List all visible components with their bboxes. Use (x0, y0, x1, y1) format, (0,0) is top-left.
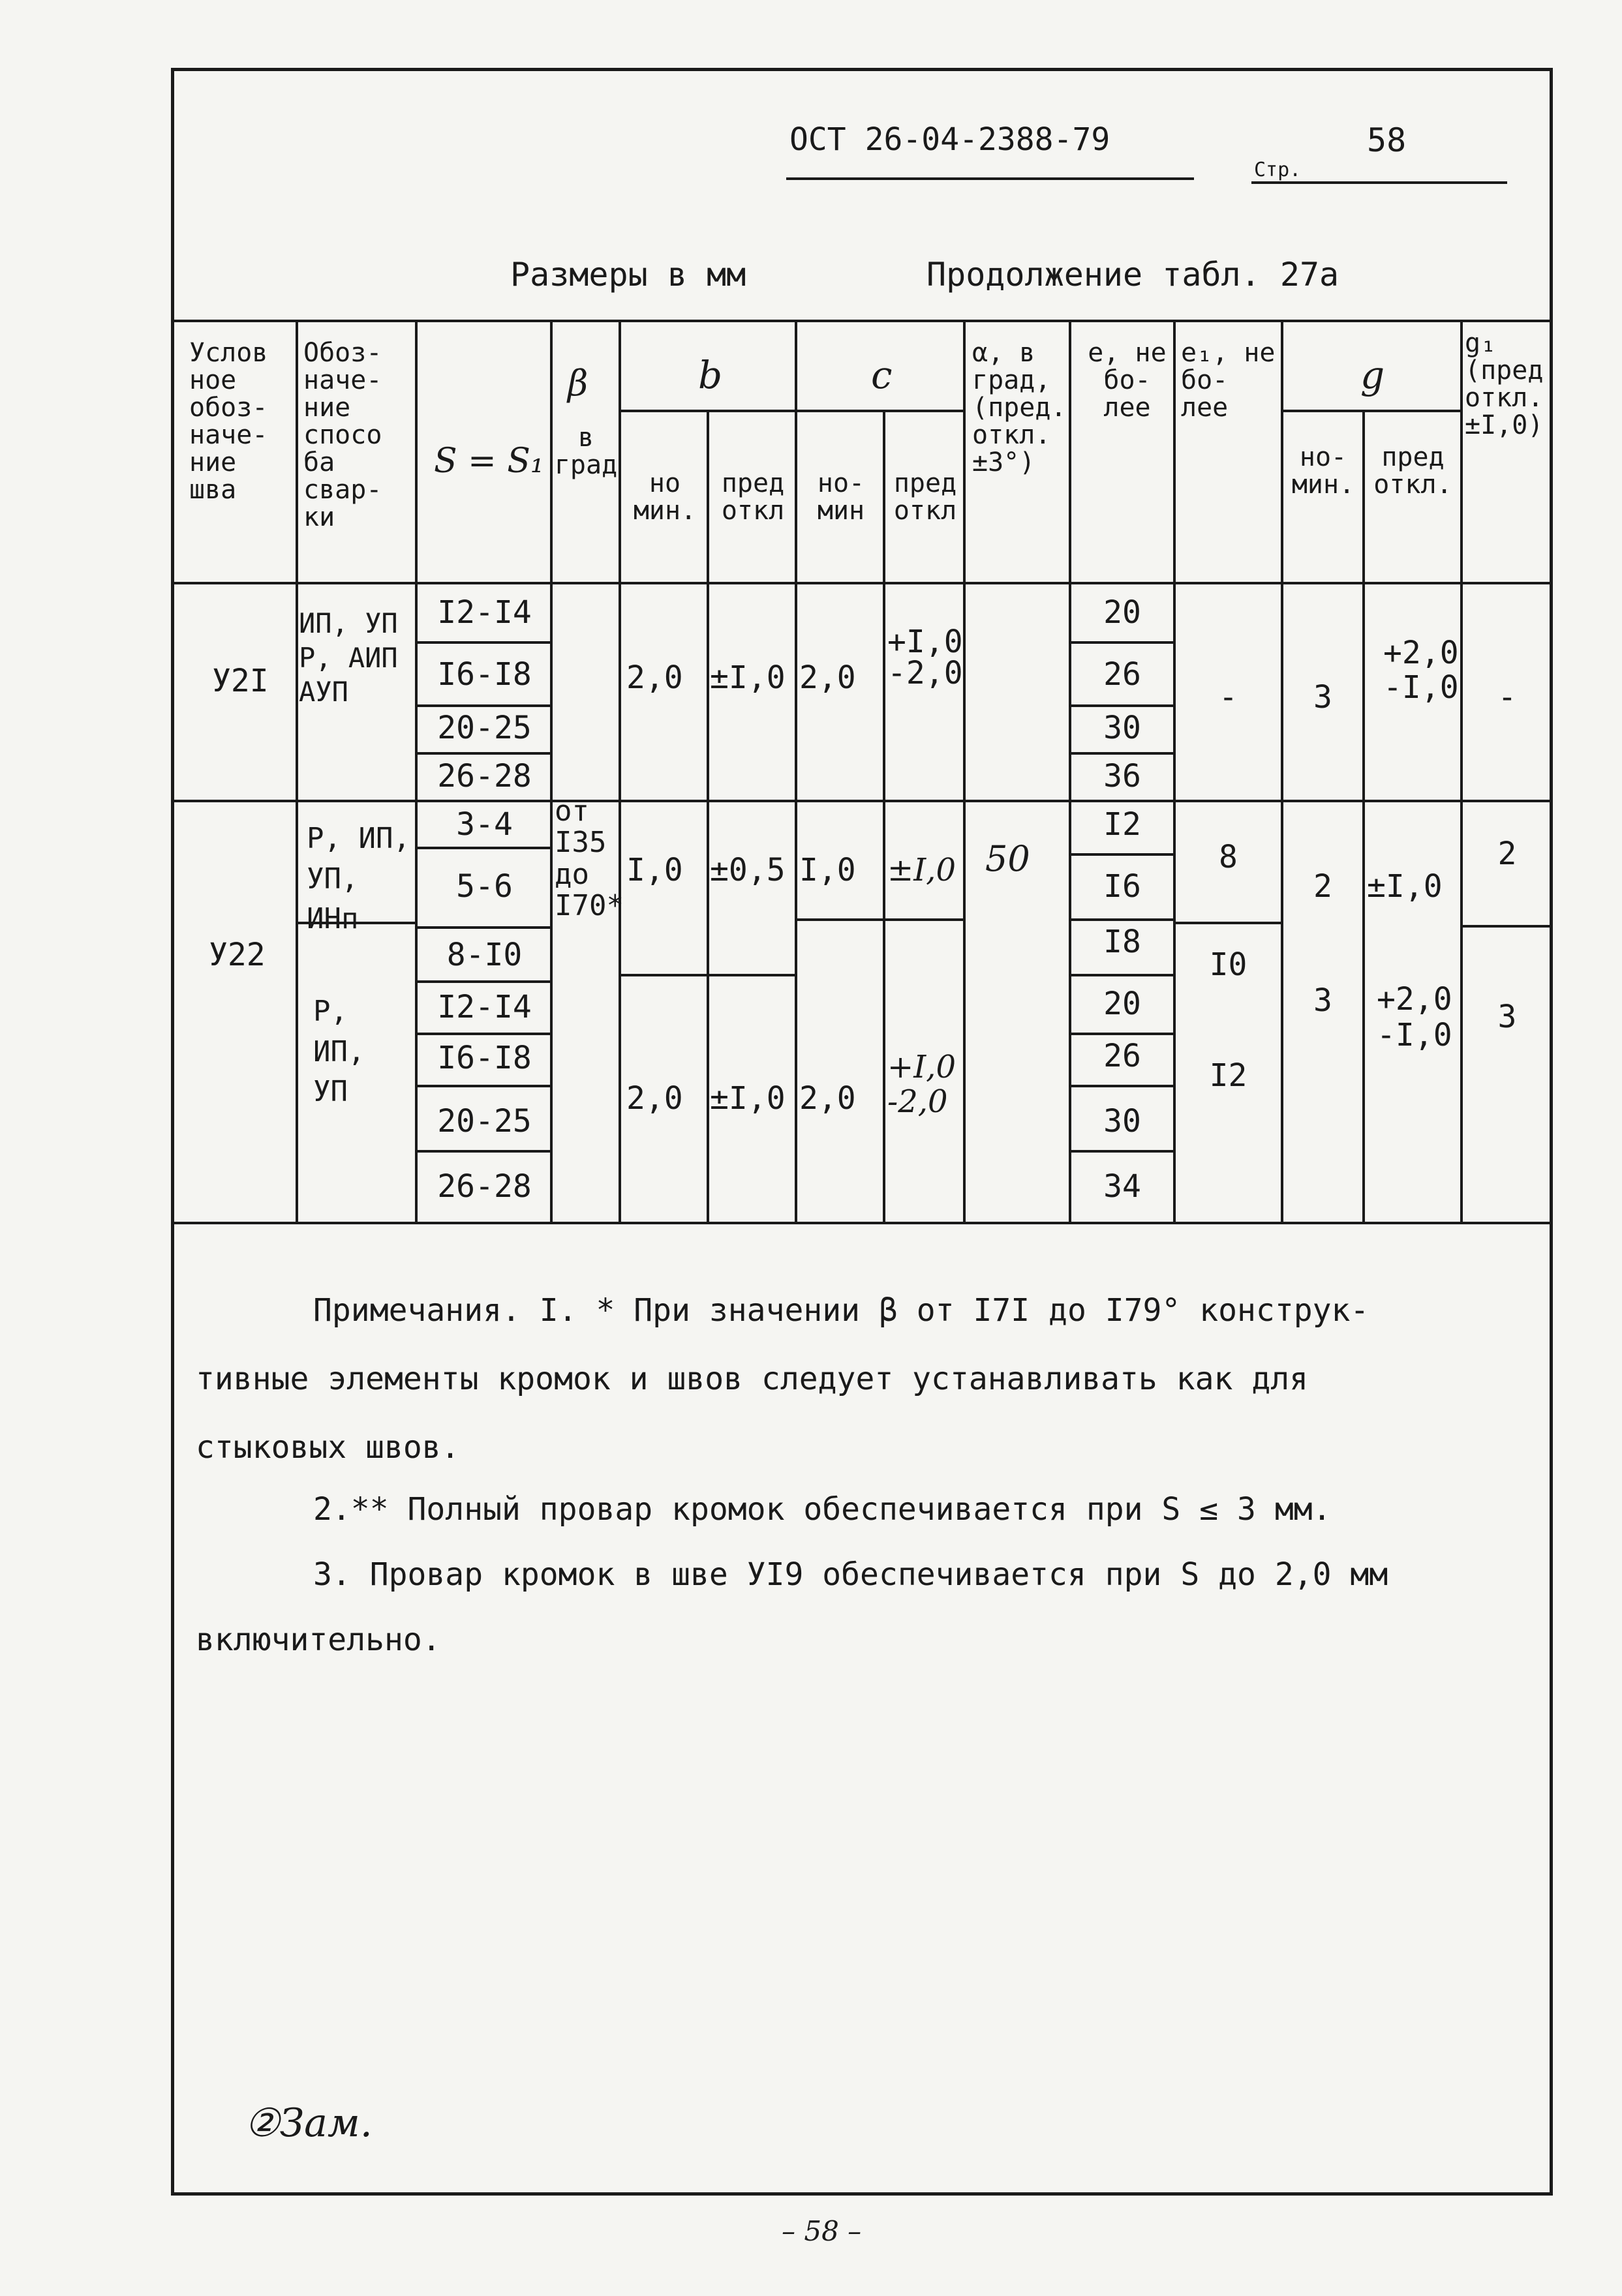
e-u22-5: 30 (1103, 1103, 1141, 1140)
e-u21-1: 26 (1103, 656, 1141, 693)
method-u22-a: Р, ИП, УП, ИНп (307, 822, 410, 936)
s-u22-3: I2-I4 (437, 989, 532, 1025)
c-dev-u21: +I,0 -2,0 (887, 624, 963, 691)
c-nom-u22-b: 2,0 (799, 1080, 856, 1117)
seam-u21: У2I (212, 663, 269, 699)
header-b-symbol: b (698, 353, 723, 397)
note-line-2: тивные элементы кромок и швов следует устанавливать как для (196, 1361, 1309, 1397)
b-nom-u22-b: 2,0 (626, 1080, 683, 1117)
document-code: ОСТ 26-04-2388-79 (789, 121, 1110, 158)
doc-code-underline (786, 177, 1194, 180)
g-nom-u22-a: 2 (1313, 868, 1332, 905)
e-u22-1: I6 (1103, 868, 1141, 905)
alpha-value: 50 (985, 838, 1030, 879)
b-nom-u22-a: I,0 (626, 852, 683, 888)
header-beta-label: в град (554, 423, 618, 480)
header-seam-label: Услов ное обоз- наче- ние шва (189, 338, 268, 505)
header-g-nom: но- мин. (1291, 442, 1355, 500)
header-e1: e₁, не бо- лее (1181, 338, 1276, 423)
s-u21-1: I6-I8 (437, 656, 532, 693)
header-b-nom: но мин. (633, 468, 697, 526)
e-u22-6: 34 (1103, 1168, 1141, 1205)
e1-u22-0: 8 (1219, 839, 1238, 875)
header-beta-symbol: β (568, 363, 589, 404)
table-title: Продолжение табл. 27а (926, 256, 1339, 294)
note-line-4: 2.** Полный провар кромок обеспечивается при S ≤ 3 мм. (313, 1491, 1332, 1528)
b-nom-u21: 2,0 (626, 659, 683, 696)
e1-u22-1: I0 (1209, 946, 1247, 983)
c-nom-u21: 2,0 (799, 659, 856, 696)
e-u21-0: 20 (1103, 594, 1141, 631)
g-dev-u22-b: +2,0 -I,0 (1377, 981, 1452, 1054)
page-label: Стр. (1254, 159, 1302, 181)
e-u21-2: 30 (1103, 710, 1141, 746)
footer-page-number: – 58 – (782, 2215, 862, 2247)
g-nom-u21: 3 (1313, 679, 1332, 716)
b-dev-u22-a: ±0,5 (710, 852, 786, 888)
page-number: 58 (1367, 121, 1407, 159)
s-u22-2: 8-I0 (446, 937, 523, 973)
s-u21-3: 26-28 (437, 758, 532, 794)
note-line-3: стыковых швов. (196, 1429, 460, 1466)
e-u22-4: 26 (1103, 1038, 1141, 1074)
header-method (303, 339, 414, 531)
method-u22-b: Р, ИП, УП (313, 995, 365, 1109)
size-note: Размеры в мм (510, 256, 746, 294)
revision-mark: ②Зам. (245, 2100, 373, 2146)
s-u22-6: 26-28 (437, 1168, 532, 1205)
header-e: e, не бо- лее (1088, 338, 1167, 423)
e-u22-3: 20 (1103, 986, 1141, 1022)
header-s: S = S₁ (434, 442, 544, 481)
g1-u22-b: 3 (1497, 999, 1517, 1035)
g-dev-u21: +2,0 -I,0 (1383, 635, 1459, 706)
note-line-1: Примечания. I. * При значении β от I7I до I79° конструк- (313, 1292, 1370, 1329)
c-dev-u22-b: +I,0 -2,0 (887, 1049, 956, 1120)
header-method-label: Обоз- наче- ние спосо ба свар- ки (303, 338, 382, 532)
note-line-5: 3. Провар кромок в шве УI9 обеспечивается при S до 2,0 мм (313, 1556, 1388, 1593)
e-u22-0: I2 (1103, 806, 1141, 843)
g-nom-u22-b: 3 (1313, 982, 1332, 1019)
c-nom-u22-a: I,0 (799, 852, 856, 888)
s-u21-0: I2-I4 (437, 594, 532, 631)
seam-u22: У22 (209, 937, 266, 973)
b-dev-u21: ±I,0 (710, 659, 786, 696)
header-g-dev: пред откл. (1373, 442, 1452, 500)
e-u21-3: 36 (1103, 758, 1141, 794)
g1-u22-a: 2 (1497, 836, 1517, 872)
s-u22-5: 20-25 (437, 1103, 532, 1140)
page-number-underline (1251, 181, 1507, 184)
e-u22-2: I8 (1103, 924, 1141, 960)
header-c-symbol: c (871, 353, 893, 397)
g-dev-u22-a: ±I,0 (1367, 868, 1443, 905)
c-dev-u22-a: ±I,0 (887, 852, 956, 888)
e1-u21: - (1219, 679, 1238, 716)
method-u21: ИП, УП Р, АИП АУП (299, 607, 398, 708)
header-g1: g₁ (пред откл. ±I,0) (1465, 328, 1544, 440)
e1-u22-2: I2 (1209, 1057, 1247, 1094)
header-seam (189, 339, 294, 504)
header-g-symbol: g (1360, 353, 1385, 397)
g1-u21: - (1497, 679, 1517, 716)
s-u21-2: 20-25 (437, 710, 532, 746)
header-c-dev: пред откл (893, 468, 957, 526)
s-u22-0: 3-4 (456, 806, 513, 843)
beta-value: от I35 до I70* (555, 794, 624, 923)
header-alpha: α, в град, (пред. откл. ±3°) (972, 338, 1067, 477)
b-dev-u22-b: ±I,0 (710, 1080, 786, 1117)
note-line-6: включительно. (196, 1622, 441, 1658)
header-c-nom: но- мин (817, 468, 865, 526)
s-u22-4: I6-I8 (437, 1040, 532, 1076)
s-u22-1: 5-6 (456, 868, 513, 905)
header-b-dev: пред откл (721, 468, 785, 526)
